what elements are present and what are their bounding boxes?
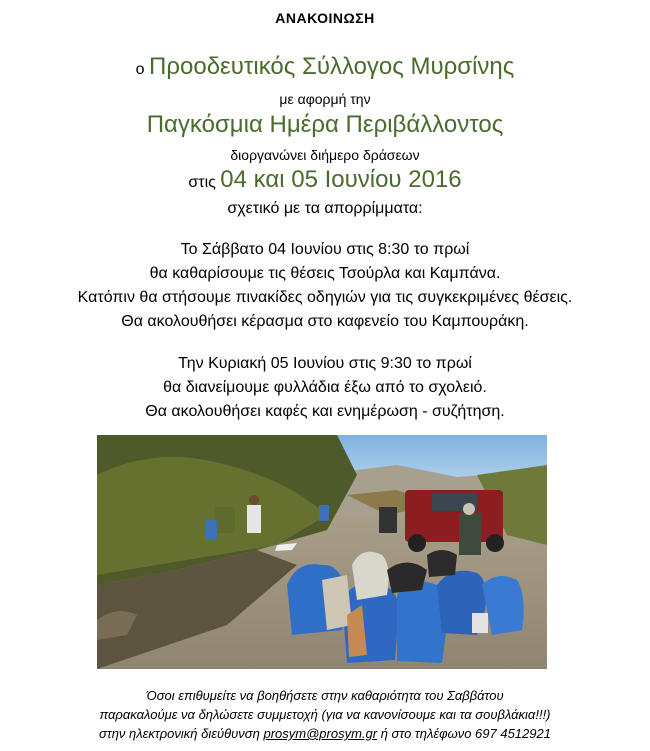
contact-email-link[interactable]: prosym@prosym.gr bbox=[263, 726, 378, 741]
cleanup-photo bbox=[97, 435, 547, 669]
sunday-line-1: Την Κυριακή 05 Ιουνίου στις 9:30 το πρωί bbox=[178, 355, 472, 372]
sunday-line-3: Θα ακολουθήσει καφές και ενημέρωση - συζήτηση. bbox=[145, 403, 505, 420]
organizes-text: διοργανώνει διήμερο δράσεων bbox=[230, 147, 420, 163]
org-line bbox=[0, 53, 650, 81]
saturday-line-4: Θα ακολουθήσει κέρασμα στο καφενείο του Καμπουράκη. bbox=[121, 313, 529, 330]
footer-line-3 bbox=[0, 726, 650, 741]
occasion-title: Παγκόσμια Ημέρα Περιβάλλοντος bbox=[146, 111, 504, 138]
sunday-line-2: θα διανείμουμε φυλλάδια έξω από το σχολειό. bbox=[163, 379, 487, 396]
saturday-line-3: Κατόπιν θα στήσουμε πινακίδες οδηγιών για τις συγκεκριμένες θέσεις. bbox=[77, 289, 573, 306]
dates-line bbox=[0, 166, 650, 194]
footer-line-1: Όσοι επιθυμείτε να βοηθήσετε στην καθαριότητα του Σαββάτου bbox=[146, 688, 504, 703]
announcement-title: ΑΝΑΚΟΙΝΩΣΗ bbox=[275, 10, 375, 26]
footer-line-3-suffix: ή στο τηλέφωνο 697 4512921 bbox=[380, 726, 551, 741]
saturday-line-1: Το Σάββατο 04 Ιουνίου στις 8:30 το πρωί bbox=[180, 241, 470, 258]
occasion-prefix: με αφορμή την bbox=[279, 91, 371, 107]
dates-text: 04 και 05 Ιουνίου 2016 bbox=[220, 166, 462, 193]
org-name: Προοδευτικός Σύλλογος Μυρσίνης bbox=[149, 53, 515, 80]
dates-prefix: στις bbox=[188, 174, 216, 191]
saturday-line-2: θα καθαρίσουμε τις θέσεις Τσούρλα και Καμπάνα. bbox=[149, 265, 501, 282]
topic-text: σχετικό με τα απορρίμματα: bbox=[227, 200, 423, 217]
article-text: ο bbox=[135, 61, 145, 78]
footer-line-3-prefix: στην ηλεκτρονική διεύθυνση bbox=[99, 726, 260, 741]
footer-line-2: παρακαλούμε να δηλώσετε συμμετοχή (για να κανονίσουμε και τα σουβλάκια!!!) bbox=[99, 707, 551, 722]
